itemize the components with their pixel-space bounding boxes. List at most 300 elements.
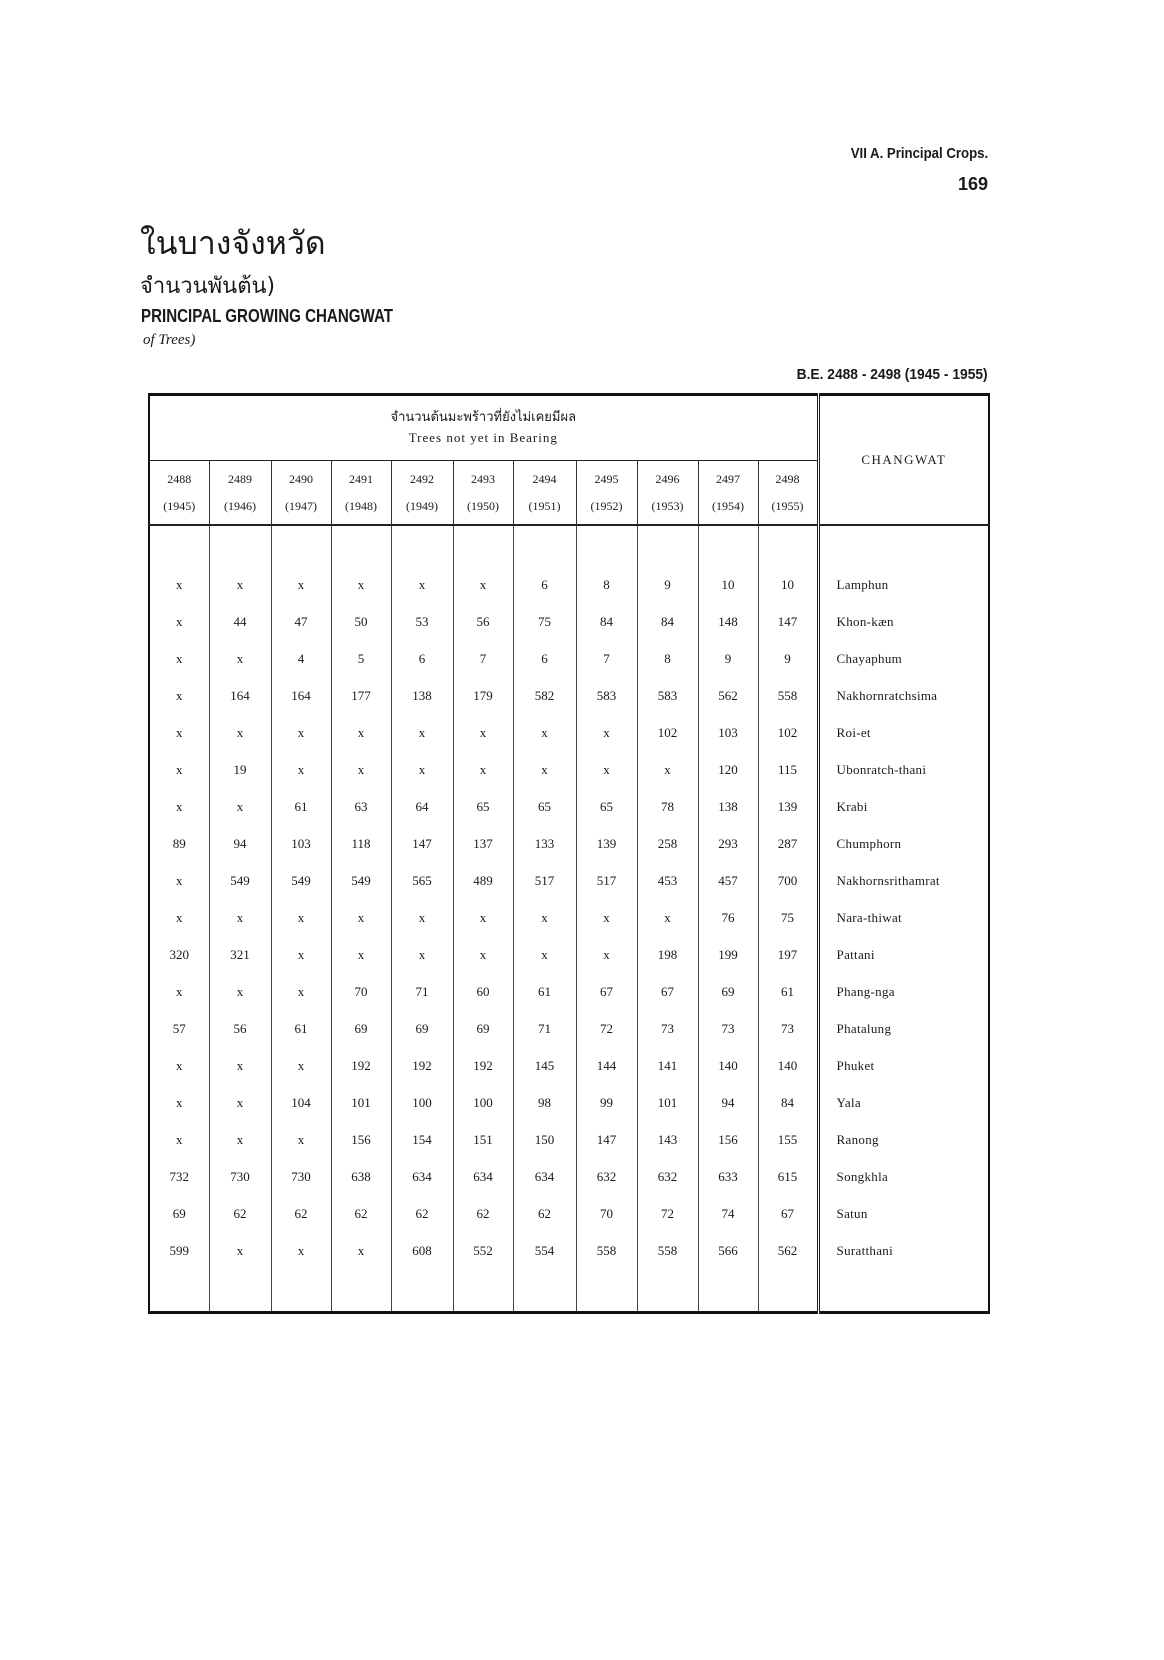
table-cell: 71 (391, 973, 453, 1010)
table-cell: 198 (637, 936, 698, 973)
year-be: 2497 (716, 471, 740, 486)
table-cell: 633 (698, 1158, 758, 1195)
spacer-cell (391, 525, 453, 566)
spacer-cell (453, 525, 513, 566)
group-header-english: Trees not yet in Bearing (408, 430, 558, 445)
table-cell: 73 (698, 1010, 758, 1047)
table-cell: 730 (271, 1158, 331, 1195)
table-cell: 634 (453, 1158, 513, 1195)
spacer-cell (576, 1269, 637, 1313)
spacer-cell (149, 1269, 209, 1313)
table-cell: 65 (513, 788, 576, 825)
table-cell: 732 (169, 1168, 189, 1184)
table-cell: 320 (169, 946, 189, 962)
table-cell: 84 (758, 1084, 818, 1121)
table-cell: 140 (698, 1047, 758, 1084)
table-cell: 197 (758, 936, 818, 973)
table-cell: 100 (391, 1084, 453, 1121)
table-cell: x (513, 936, 576, 973)
table-cell: 98 (513, 1084, 576, 1121)
table-cell: x (391, 714, 453, 751)
year-ce: (1947) (285, 498, 317, 513)
table-cell: 103 (698, 714, 758, 751)
period-label: B.E. 2488 - 2498 (1945 - 1955) (796, 366, 988, 383)
table-row (149, 899, 989, 936)
table-cell: x (331, 751, 391, 788)
changwat-header: CHANGWAT (818, 395, 989, 526)
table-cell: 8 (637, 640, 698, 677)
table-row (149, 1232, 989, 1269)
year-header (149, 461, 209, 526)
table-cell: 9 (758, 640, 818, 677)
spacer-cell (271, 1269, 331, 1313)
spacer-cell (698, 525, 758, 566)
changwat-name: Songkhla (818, 1158, 989, 1195)
table-cell: x (176, 983, 183, 999)
changwat-name: Nakhornratchsima (818, 677, 989, 714)
table-cell: 9 (698, 640, 758, 677)
table-row (149, 1047, 989, 1084)
table-cell: 94 (698, 1084, 758, 1121)
year-header (513, 461, 576, 526)
table-cell: 558 (758, 677, 818, 714)
table-row (149, 936, 989, 973)
table-cell: x (271, 1232, 331, 1269)
table-cell: x (637, 751, 698, 788)
table-cell: 583 (637, 677, 698, 714)
year-be: 2492 (410, 471, 434, 486)
table-cell: 61 (271, 788, 331, 825)
table-cell: x (209, 1121, 271, 1158)
table-cell: 700 (758, 862, 818, 899)
table-row (149, 973, 989, 1010)
table-body (149, 525, 989, 1313)
page-subtitle: of Trees) (143, 332, 196, 348)
table-cell: 62 (209, 1195, 271, 1232)
table-cell: x (209, 640, 271, 677)
year-be: 2496 (655, 471, 680, 486)
table-cell: 75 (758, 899, 818, 936)
table-cell: 62 (331, 1195, 391, 1232)
table-cell: x (391, 936, 453, 973)
table-cell: 287 (758, 825, 818, 862)
table-cell: 634 (513, 1158, 576, 1195)
table-cell: 4 (271, 640, 331, 677)
table-cell: 62 (513, 1195, 576, 1232)
table-cell: 10 (758, 566, 818, 603)
table-cell: 582 (513, 677, 576, 714)
table-cell: 61 (271, 1010, 331, 1047)
table-cell: x (513, 714, 576, 751)
table-cell: 71 (513, 1010, 576, 1047)
table-cell: 177 (331, 677, 391, 714)
table-cell: x (271, 566, 331, 603)
table-cell: 65 (453, 788, 513, 825)
table-cell: x (453, 899, 513, 936)
table-cell: 321 (209, 936, 271, 973)
year-header (698, 461, 758, 526)
table-cell: 139 (576, 825, 637, 862)
table-cell: x (209, 1084, 271, 1121)
table-cell: 192 (331, 1047, 391, 1084)
year-ce: (1954) (712, 498, 744, 513)
table-cell: 549 (271, 862, 331, 899)
table-cell: 44 (209, 603, 271, 640)
table-cell: x (637, 899, 698, 936)
table-cell: x (209, 973, 271, 1010)
table-cell: 549 (209, 862, 271, 899)
spacer-cell (576, 525, 637, 566)
spacer-cell (149, 525, 209, 566)
table-cell: 554 (513, 1232, 576, 1269)
table-cell: 558 (637, 1232, 698, 1269)
table-cell: 101 (637, 1084, 698, 1121)
table-row (149, 566, 989, 603)
table-cell: x (176, 724, 183, 740)
table-cell: 103 (271, 825, 331, 862)
table-row (149, 677, 989, 714)
thai-subtitle: จำนวนพันต้น) (140, 274, 276, 299)
changwat-name: Yala (818, 1084, 989, 1121)
table-cell: 70 (576, 1195, 637, 1232)
table-cell: x (453, 566, 513, 603)
table-cell: 164 (209, 677, 271, 714)
table-cell: 562 (698, 677, 758, 714)
table-row (149, 1121, 989, 1158)
table-cell: x (209, 899, 271, 936)
table-cell: 192 (391, 1047, 453, 1084)
table-cell: x (331, 899, 391, 936)
table-cell: 638 (331, 1158, 391, 1195)
table-cell: 566 (698, 1232, 758, 1269)
table-cell: 100 (453, 1084, 513, 1121)
table-cell: 517 (513, 862, 576, 899)
table-cell: x (391, 899, 453, 936)
table-cell: 69 (453, 1010, 513, 1047)
table-row (149, 788, 989, 825)
year-ce: (1951) (528, 498, 561, 513)
table-cell: x (176, 798, 183, 814)
table-cell: 144 (576, 1047, 637, 1084)
spacer-cell (209, 1269, 271, 1313)
table-row (149, 640, 989, 677)
table-cell: x (176, 687, 183, 703)
changwat-name: Satun (818, 1195, 989, 1232)
year-be: 2498 (775, 471, 800, 486)
table-cell: 19 (209, 751, 271, 788)
table-cell: x (576, 899, 637, 936)
table-cell: x (331, 566, 391, 603)
year-header (758, 461, 818, 526)
table-cell: 148 (698, 603, 758, 640)
table-cell: 565 (391, 862, 453, 899)
table-cell: 53 (391, 603, 453, 640)
year-ce: (1950) (467, 498, 499, 513)
section-heading: VII A. Principal Crops. (850, 145, 988, 162)
year-be: 2489 (228, 471, 252, 486)
changwat-name: Ubonratch-thani (818, 751, 989, 788)
group-header (149, 395, 818, 461)
table-cell: 102 (637, 714, 698, 751)
table-cell: x (576, 751, 637, 788)
table-cell: 164 (271, 677, 331, 714)
table-cell: 94 (209, 825, 271, 862)
table-cell: 730 (209, 1158, 271, 1195)
spacer-cell (758, 525, 818, 566)
table-cell: x (271, 1121, 331, 1158)
table-cell: 102 (758, 714, 818, 751)
spacer-cell (453, 1269, 513, 1313)
year-ce: (1948) (345, 498, 377, 513)
table-cell: 457 (698, 862, 758, 899)
table-cell: 453 (637, 862, 698, 899)
table-cell: 137 (453, 825, 513, 862)
table-cell: x (453, 936, 513, 973)
spacer-cell (637, 1269, 698, 1313)
table-cell: 50 (331, 603, 391, 640)
table-cell: x (331, 714, 391, 751)
table-cell: 632 (637, 1158, 698, 1195)
table-cell: 76 (698, 899, 758, 936)
table-cell: 5 (331, 640, 391, 677)
spacer-cell (331, 1269, 391, 1313)
table-cell: 140 (758, 1047, 818, 1084)
changwat-name: Lamphun (818, 566, 989, 603)
table-cell: 583 (576, 677, 637, 714)
table-cell: x (576, 714, 637, 751)
table-cell: 62 (453, 1195, 513, 1232)
table-cell: 70 (331, 973, 391, 1010)
table-cell: 61 (758, 973, 818, 1010)
table-cell: 69 (331, 1010, 391, 1047)
spacer-cell (513, 1269, 576, 1313)
table-cell: 7 (576, 640, 637, 677)
table-cell: x (271, 973, 331, 1010)
year-be: 2491 (349, 471, 373, 486)
table-cell: 65 (576, 788, 637, 825)
table-cell: 67 (576, 973, 637, 1010)
table-cell: 84 (637, 603, 698, 640)
table-cell: 562 (758, 1232, 818, 1269)
table-cell: 138 (698, 788, 758, 825)
table-cell: 104 (271, 1084, 331, 1121)
table-cell: x (176, 613, 183, 629)
table-cell: x (271, 1047, 331, 1084)
year-ce: (1952) (590, 498, 623, 513)
table-cell: x (513, 751, 576, 788)
table-cell: x (176, 1131, 183, 1147)
table-row (149, 1010, 989, 1047)
spacer-row (149, 1269, 989, 1313)
table-cell: 141 (637, 1047, 698, 1084)
table-cell: 632 (576, 1158, 637, 1195)
table-cell: x (209, 566, 271, 603)
table-cell: 6 (513, 566, 576, 603)
spacer-row (149, 525, 989, 566)
table-cell: 57 (172, 1020, 186, 1036)
table-cell: x (176, 1094, 183, 1110)
table-cell: 145 (513, 1047, 576, 1084)
table-cell: x (176, 872, 183, 888)
table-cell: x (453, 751, 513, 788)
table-cell: x (331, 1232, 391, 1269)
table-cell: 147 (758, 603, 818, 640)
table-cell: 7 (453, 640, 513, 677)
table-cell: x (391, 566, 453, 603)
table-cell: 138 (391, 677, 453, 714)
year-ce: (1946) (224, 498, 256, 513)
table-cell: 75 (513, 603, 576, 640)
year-ce: (1955) (771, 498, 804, 513)
table-cell: x (209, 788, 271, 825)
year-be: 2493 (471, 471, 495, 486)
table-cell: x (271, 751, 331, 788)
table-cell: x (209, 714, 271, 751)
table-cell: x (271, 936, 331, 973)
table-cell: 115 (758, 751, 818, 788)
table-cell: 10 (698, 566, 758, 603)
table-cell: 62 (271, 1195, 331, 1232)
year-ce: (1949) (406, 498, 438, 513)
table-cell: 69 (172, 1205, 186, 1221)
table-row (149, 1158, 989, 1195)
spacer-cell (391, 1269, 453, 1313)
page-title: PRINCIPAL GROWING CHANGWAT (141, 306, 393, 326)
table-cell: 558 (576, 1232, 637, 1269)
page-number: 169 (957, 174, 988, 194)
table-cell: 599 (169, 1242, 189, 1258)
year-header (453, 461, 513, 526)
table-cell: 258 (637, 825, 698, 862)
spacer-cell (637, 525, 698, 566)
table-cell: 120 (698, 751, 758, 788)
changwat-name: Suratthani (818, 1232, 989, 1269)
table-cell: x (453, 714, 513, 751)
table-cell: 118 (331, 825, 391, 862)
table-cell: 517 (576, 862, 637, 899)
table-cell: 143 (637, 1121, 698, 1158)
table-cell: x (176, 909, 183, 925)
table-row (149, 714, 989, 751)
table-cell: 67 (758, 1195, 818, 1232)
table-cell: 293 (698, 825, 758, 862)
table-cell: 608 (391, 1232, 453, 1269)
table-cell: x (176, 761, 183, 777)
table-cell: 60 (453, 973, 513, 1010)
spacer-cell (698, 1269, 758, 1313)
table-cell: 61 (513, 973, 576, 1010)
table-cell: 73 (758, 1010, 818, 1047)
table-cell: 552 (453, 1232, 513, 1269)
table-cell: x (271, 714, 331, 751)
table-cell: 133 (513, 825, 576, 862)
changwat-name: Nakhornsrithamrat (818, 862, 989, 899)
year-be: 2490 (289, 471, 313, 486)
table-cell: 155 (758, 1121, 818, 1158)
year-be: 2488 (167, 471, 192, 486)
table-cell: 156 (331, 1121, 391, 1158)
table-cell: x (209, 1232, 271, 1269)
table-cell: 179 (453, 677, 513, 714)
changwat-name: Phatalung (818, 1010, 989, 1047)
spacer-cell (271, 525, 331, 566)
table-cell: 147 (391, 825, 453, 862)
table-cell: 72 (576, 1010, 637, 1047)
table-cell: 8 (576, 566, 637, 603)
table-cell: x (331, 936, 391, 973)
table-row (149, 1195, 989, 1232)
table-cell: 62 (391, 1195, 453, 1232)
group-header-row (149, 395, 989, 461)
year-ce: (1945) (163, 498, 196, 513)
table-cell: 6 (391, 640, 453, 677)
changwat-name: Ranong (818, 1121, 989, 1158)
year-header (271, 461, 331, 526)
table-cell: 56 (453, 603, 513, 640)
changwat-name: Phang-nga (818, 973, 989, 1010)
table-cell: 73 (637, 1010, 698, 1047)
table-cell: 6 (513, 640, 576, 677)
table-cell: 101 (331, 1084, 391, 1121)
year-header (576, 461, 637, 526)
table-row (149, 862, 989, 899)
table-row (149, 1084, 989, 1121)
table-cell: x (209, 1047, 271, 1084)
table-cell: 615 (758, 1158, 818, 1195)
table-cell: 72 (637, 1195, 698, 1232)
table-cell: 634 (391, 1158, 453, 1195)
table-cell: 147 (576, 1121, 637, 1158)
table-cell: x (576, 936, 637, 973)
table-cell: 69 (698, 973, 758, 1010)
table-cell: 67 (637, 973, 698, 1010)
table-cell: x (271, 899, 331, 936)
table-cell: 63 (331, 788, 391, 825)
table-cell: 9 (637, 566, 698, 603)
table-cell: 489 (453, 862, 513, 899)
table-cell: 69 (391, 1010, 453, 1047)
table-cell: x (513, 899, 576, 936)
table-cell: 78 (637, 788, 698, 825)
spacer-cell (209, 525, 271, 566)
changwat-name: Krabi (818, 788, 989, 825)
table-row (149, 751, 989, 788)
changwat-name: Chumphorn (818, 825, 989, 862)
table-cell: 154 (391, 1121, 453, 1158)
thai-title: ในบางจังหวัด (140, 224, 326, 262)
year-header (209, 461, 271, 526)
table-cell: 84 (576, 603, 637, 640)
table-cell: 56 (209, 1010, 271, 1047)
table-cell: x (176, 1057, 183, 1073)
data-table (148, 393, 990, 1314)
table-cell: 99 (576, 1084, 637, 1121)
table-cell: 150 (513, 1121, 576, 1158)
table-cell: x (176, 576, 183, 592)
spacer-cell (818, 525, 989, 566)
table-row (149, 825, 989, 862)
table-cell: 139 (758, 788, 818, 825)
group-header-thai: จำนวนต้นมะพร้าวที่ยังไม่เคยมีผล (390, 410, 577, 425)
year-be: 2495 (594, 471, 619, 486)
changwat-name: Roi-et (818, 714, 989, 751)
changwat-name: Chayaphum (818, 640, 989, 677)
table-cell: 89 (172, 835, 186, 851)
changwat-name: Phuket (818, 1047, 989, 1084)
changwat-name: Nara-thiwat (818, 899, 989, 936)
changwat-name: Pattani (818, 936, 989, 973)
table-cell: x (391, 751, 453, 788)
